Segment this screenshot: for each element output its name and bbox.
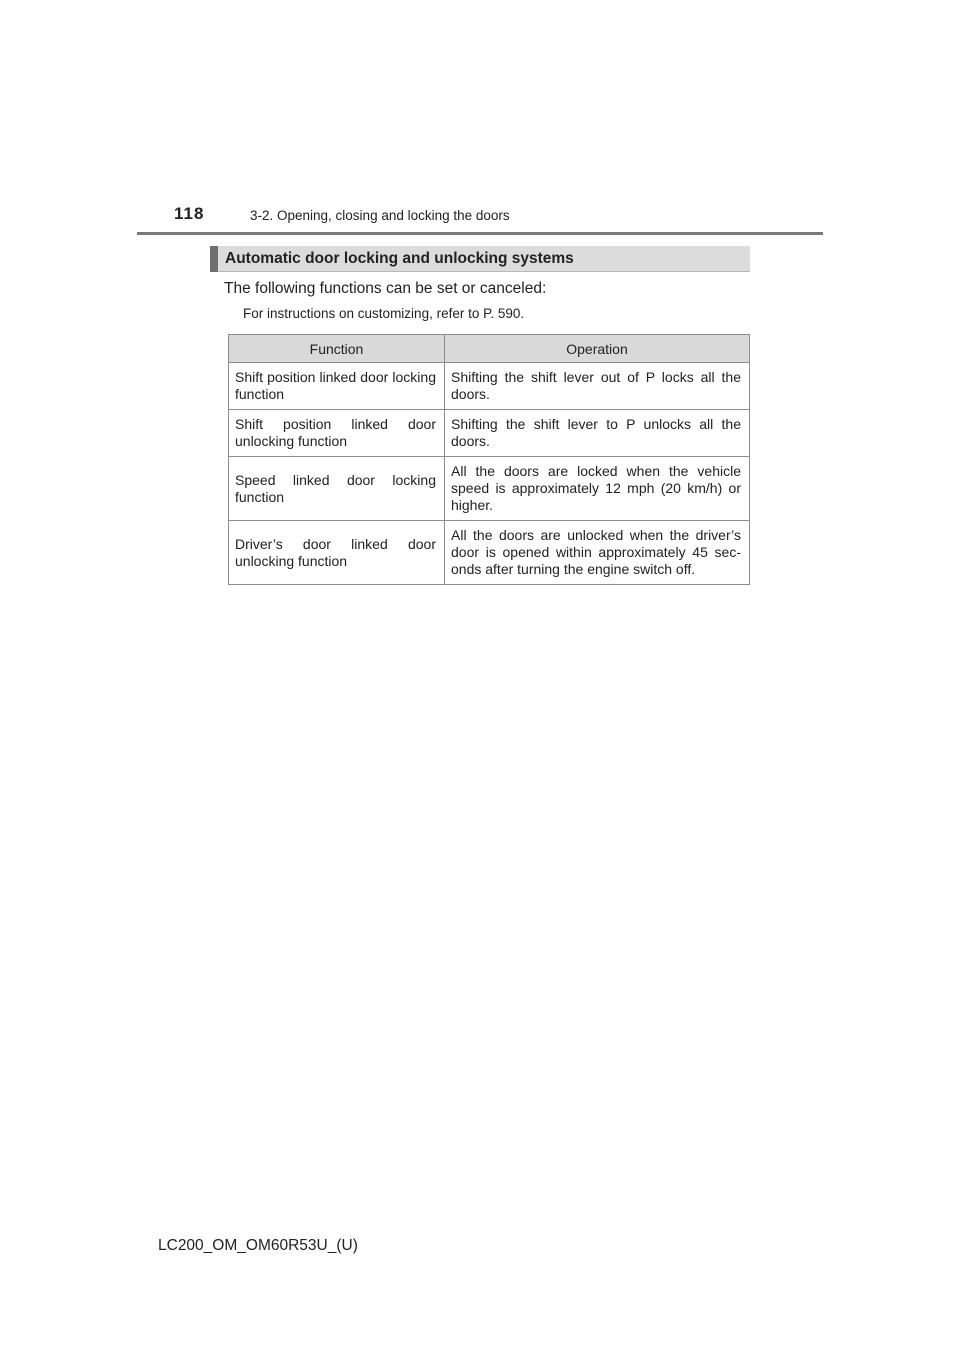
function-cell: Shift position linked door locking function: [229, 363, 445, 410]
table-row: [229, 457, 750, 521]
intro-text: The following functions can be set or canceled:: [224, 280, 547, 297]
function-cell: Speed linked door locking function: [229, 457, 445, 521]
operation-cell: All the doors are locked when the vehicle speed is approximately 12 mph (20 km/h) or higher.: [445, 457, 750, 521]
section-heading: [210, 246, 750, 272]
section-heading-bar: [210, 246, 218, 272]
operation-cell: Shifting the shift lever to P unlocks all the doors.: [445, 410, 750, 457]
header-function: Function: [229, 335, 445, 363]
footer-model-code: LC200_OM_OM60R53U_(U): [158, 1237, 358, 1254]
page-number: 118: [174, 204, 205, 223]
table-row: [229, 363, 750, 410]
operation-cell: Shifting the shift lever out of P locks all the doors.: [445, 363, 750, 410]
chapter-title: 3-2. Opening, closing and locking the doors: [250, 208, 510, 223]
table-row: [229, 521, 750, 585]
function-cell: Driver’s door linked door unlocking function: [229, 521, 445, 585]
section-heading-text: Automatic door locking and unlocking systems: [225, 250, 574, 267]
table-row: [229, 410, 750, 457]
header-divider: [137, 232, 823, 235]
operation-cell: All the doors are unlocked when the driver’s door is opened within approximately 45 sec-onds after turning the engine switch off.: [445, 521, 750, 585]
functions-table: [228, 334, 750, 585]
function-cell: Shift position linked door unlocking function: [229, 410, 445, 457]
customizing-note: For instructions on customizing, refer to P. 590.: [243, 306, 525, 321]
header-operation: Operation: [445, 335, 750, 363]
table-header-row: [229, 335, 750, 363]
